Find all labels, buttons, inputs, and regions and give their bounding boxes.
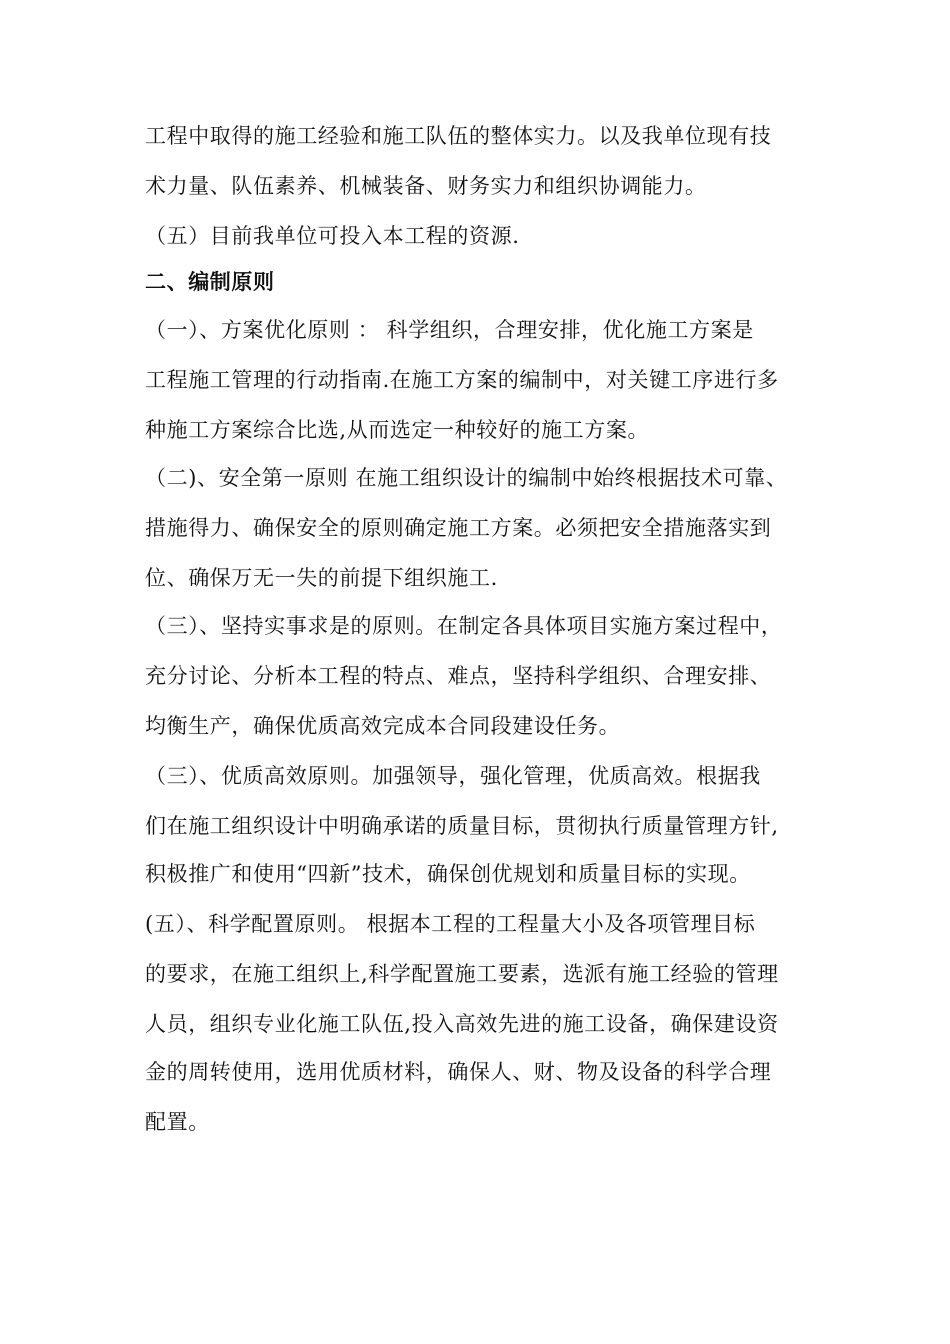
body-text-line: 的要求，在施工组织上,科学配置施工要素，选派有施工经验的管理 [145,962,779,986]
body-text-line: 们在施工组织设计中明确承诺的质量目标，贯彻执行质量管理方针, [145,814,779,838]
section-heading: 二、编制原则 [145,270,275,294]
body-text-line: 位、确保万无一失的前提下组织施工. [145,566,498,590]
body-text-line: 充分讨论、分析本工程的特点、难点，坚持科学组织、合理安排、 [145,664,772,688]
body-text-line: 均衡生产，确保优质高效完成本合同段建设任务。 [145,714,621,738]
body-text-line: 金的周转使用，选用优质材料，确保人、财、物及设备的科学合理 [145,1060,772,1084]
body-text-line: 措施得力、确保安全的原则确定施工方案。必须把安全措施落实到 [145,516,772,540]
body-text-line: （三）、坚持实事求是的原则。在制定各具体项目实施方案过程中， [145,614,783,638]
body-text-line: （三）、优质高效原则。加强领导，强化管理，优质高效。根据我 [145,764,761,788]
body-text-line: 工程施工管理的行动指南.在施工方案的编制中，对关键工序进行多 [145,368,779,392]
body-text-line: 工程中取得的施工经验和施工队伍的整体实力。以及我单位现有技 [145,124,772,148]
body-text-line: 术力量、队伍素养、机械装备、财务实力和组织协调能力。 [145,174,707,198]
body-text-line: （五）目前我单位可投入本工程的资源. [145,224,520,248]
body-text-line: 种施工方案综合比选,从而选定一种较好的施工方案。 [145,418,650,442]
body-text-line: 配置。 [145,1110,210,1134]
body-text-line: （二)、安全第一原则 在施工组织设计的编制中始终根据技术可靠、 [145,466,788,490]
body-text-line: （一）、方案优化原则 ： 科学组织，合理安排，优化施工方案是 [145,318,754,342]
body-text-line: 人员，组织专业化施工队伍,投入高效先进的施工设备，确保建设资 [145,1012,779,1036]
body-text-line: 积极推广和使用“四新”技术，确保创优规划和质量目标的实现。 [145,862,751,886]
body-text-line: (五）、科学配置原则。 根据本工程的工程量大小及各项管理目标 [145,912,756,936]
